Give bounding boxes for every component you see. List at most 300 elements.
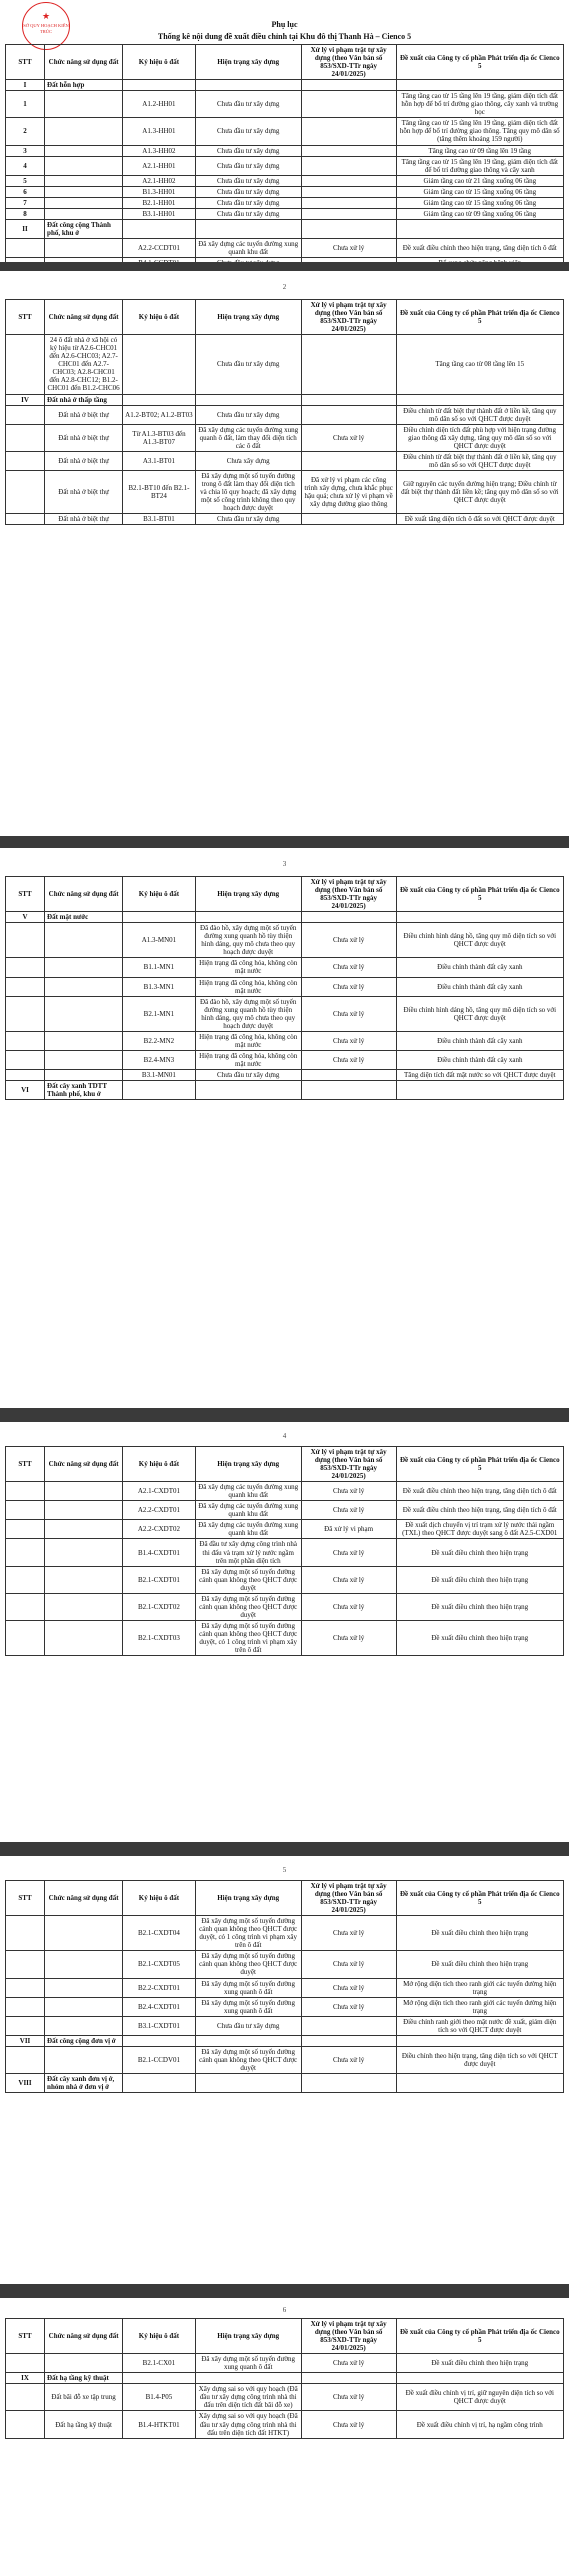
cell-violation xyxy=(301,1069,396,1080)
cell-lot-code: B3.1-BT01 xyxy=(123,514,196,525)
cell-violation: Chưa xử lý xyxy=(301,958,396,977)
cell-violation xyxy=(301,145,396,156)
cell-lot-code xyxy=(123,2073,196,2092)
cell-violation: Chưa xử lý xyxy=(301,1539,396,1566)
page-separator xyxy=(0,262,569,271)
cell-violation: Chưa xử lý xyxy=(301,1916,396,1951)
cell-status: Xây dựng sai so với quy hoạch (Đã đầu tư xây dựng công trình nhà thi đấu trên diện tích đất HTKT) xyxy=(195,2411,301,2438)
cell-status: Đã xây dựng một số tuyến đường cảnh quan không theo QHCT được duyệt, có 1 công trình vi phạm xây trên ô đất xyxy=(195,1620,301,1655)
cell-violation: Chưa xử lý xyxy=(301,2354,396,2373)
table-row xyxy=(6,2046,564,2073)
cell-function: Đất công cộng đơn vị ở xyxy=(45,2035,123,2046)
cell-status: Đã đào hồ, xây dựng một số tuyến đường xung quanh hồ tùy thiện hình dáng, quy mô chưa theo quy hoạch được duyệt xyxy=(195,923,301,958)
page-number: 4 xyxy=(282,1432,287,1440)
table-row xyxy=(6,514,564,525)
cell-violation: Chưa xử lý xyxy=(301,2384,396,2411)
cell-violation xyxy=(301,335,396,394)
column-header-violation: Xử lý vi phạm trật tự xây dựng (theo Văn bản số 853/SXD-TTr ngày 24/01/2025) xyxy=(301,300,396,335)
table-row xyxy=(6,996,564,1031)
cell-function: Đất công cộng Thành phố, khu ở xyxy=(45,219,123,238)
cell-lot-code: B2.1-HH01 xyxy=(123,197,196,208)
table-page-3 xyxy=(5,876,564,1100)
column-header-violation: Xử lý vi phạm trật tự xây dựng (theo Văn bản số 853/SXD-TTr ngày 24/01/2025) xyxy=(301,1447,396,1482)
cell-function: Đất nhà ở biệt thự xyxy=(45,470,123,513)
cell-lot-code: B2.1-CCDV01 xyxy=(123,2046,196,2073)
cell-stt xyxy=(6,1593,45,1620)
cell-violation xyxy=(301,912,396,923)
cell-stt: 5 xyxy=(6,175,45,186)
cell-stt: IX xyxy=(6,2373,45,2384)
table-header-row xyxy=(6,45,564,80)
cell-proposal: Đề xuất tăng diện tích ô đất so với QHCT được duyệt xyxy=(396,514,563,525)
cell-violation: Chưa xử lý xyxy=(301,996,396,1031)
cell-status: Đã xây dựng các tuyến đường xung quanh khu đất xyxy=(195,1520,301,1539)
cell-lot-code: B2.1-BT10 đến B2.1-BT24 xyxy=(123,470,196,513)
cell-lot-code: B1.4-CXDT01 xyxy=(123,1539,196,1566)
cell-violation xyxy=(301,394,396,405)
table-row xyxy=(6,335,564,394)
column-header-status: Hiện trạng xây dựng xyxy=(195,2319,301,2354)
cell-status xyxy=(195,80,301,91)
document-subtitle: Thống kê nội dung đề xuất điều chỉnh tại Khu đô thị Thanh Hà – Cienco 5 xyxy=(157,32,412,41)
table-row xyxy=(6,2354,564,2373)
cell-function xyxy=(45,977,123,996)
table-row xyxy=(6,1520,564,1539)
cell-proposal: Đề xuất điều chỉnh theo hiện trạng xyxy=(396,1593,563,1620)
cell-violation xyxy=(301,208,396,219)
cell-status: Đã xây dựng một số tuyến đường cảnh quan không theo QHCT được duyệt xyxy=(195,1593,301,1620)
cell-violation xyxy=(301,197,396,208)
cell-proposal xyxy=(396,394,563,405)
table-row xyxy=(6,1566,564,1593)
column-header-lot-code: Ký hiệu ô đất xyxy=(123,877,196,912)
cell-status: Chưa đầu tư xây dựng xyxy=(195,91,301,118)
cell-proposal: Đề xuất điều chỉnh vị trí, giữ nguyên diện tích so với QHCT được duyệt xyxy=(396,2384,563,2411)
cell-violation: Chưa xử lý xyxy=(301,1997,396,2016)
cell-stt: 6 xyxy=(6,186,45,197)
cell-stt xyxy=(6,2016,45,2035)
cell-lot-code: B1.3-HH01 xyxy=(123,186,196,197)
cell-function: 24 ô đất nhà ở xã hội có ký hiệu từ A2.6-CHC01 đến A2.6-CHC03; A2.7-CHC01 đến A2.7-CHC03; A2.8-CHC01 đến A2.8-CHC12; B1.2-CHC01 đến B1.2-CHC06 xyxy=(45,335,123,394)
cell-proposal xyxy=(396,80,563,91)
cell-violation: Chưa xử lý xyxy=(301,2046,396,2073)
cell-proposal: Tăng tầng cao từ 08 tầng lên 15 xyxy=(396,335,563,394)
table-row xyxy=(6,1997,564,2016)
cell-proposal xyxy=(396,2373,563,2384)
cell-lot-code: B2.1-CXDT03 xyxy=(123,1620,196,1655)
cell-stt xyxy=(6,514,45,525)
cell-stt: V xyxy=(6,912,45,923)
cell-function xyxy=(45,1566,123,1593)
cell-stt xyxy=(6,451,45,470)
table-header-row xyxy=(6,2319,564,2354)
cell-function xyxy=(45,1069,123,1080)
cell-status: Đã xây dựng một số tuyến đường xung quanh ô đất xyxy=(195,1997,301,2016)
cell-lot-code: B1.4-HTKT01 xyxy=(123,2411,196,2438)
section-row xyxy=(6,1081,564,1100)
cell-status: Đã xây dựng các tuyến đường xung quanh khu đất xyxy=(195,1482,301,1501)
cell-status: Chưa đầu tư xây dựng xyxy=(195,186,301,197)
cell-stt xyxy=(6,2384,45,2411)
cell-proposal: Điều chỉnh thành đất cây xanh xyxy=(396,977,563,996)
cell-lot-code xyxy=(123,80,196,91)
column-header-stt: STT xyxy=(6,45,45,80)
cell-proposal: Tăng tầng cao từ 15 tầng lên 19 tầng, giảm diện tích đất hỗn hợp để bổ trí đường giao thông, cây xanh và trường học xyxy=(396,91,563,118)
column-header-lot-code: Ký hiệu ô đất xyxy=(123,300,196,335)
cell-proposal: Giảm tầng cao từ 15 tầng xuống 06 tầng xyxy=(396,186,563,197)
cell-status: Chưa đầu tư xây dựng xyxy=(195,1069,301,1080)
cell-stt: 7 xyxy=(6,197,45,208)
cell-function xyxy=(45,958,123,977)
cell-proposal: Điều chỉnh hình dáng hồ, tăng quy mô diện tích so với QHCT được duyệt xyxy=(396,923,563,958)
table-row xyxy=(6,2411,564,2438)
cell-function: Đất mặt nước xyxy=(45,912,123,923)
cell-lot-code: B2.4-CXDT01 xyxy=(123,1997,196,2016)
table-page-6 xyxy=(5,2318,564,2439)
cell-function xyxy=(45,1482,123,1501)
section-row xyxy=(6,2373,564,2384)
column-header-proposal: Đề xuất của Công ty cổ phần Phát triển địa ốc Cienco 5 xyxy=(396,1447,563,1482)
cell-status: Hiện trạng đã công hóa, không còn mặt nước xyxy=(195,977,301,996)
table-row xyxy=(6,1069,564,1080)
cell-stt: IV xyxy=(6,394,45,405)
cell-lot-code: B2.1-CX01 xyxy=(123,2354,196,2373)
cell-lot-code: A2.2-CXDT02 xyxy=(123,1520,196,1539)
cell-lot-code: B2.2-MN2 xyxy=(123,1031,196,1050)
column-header-stt: STT xyxy=(6,1447,45,1482)
cell-status: Chưa đầu tư xây dựng xyxy=(195,405,301,424)
table-row xyxy=(6,118,564,145)
cell-violation: Đã xử lý vi phạm các công trình xây dựng, chưa khắc phục hậu quả; chưa xử lý vi phạm về xây dựng đường giao thông xyxy=(301,470,396,513)
table-row xyxy=(6,175,564,186)
cell-status xyxy=(195,912,301,923)
cell-status xyxy=(195,219,301,238)
column-header-status: Hiện trạng xây dựng xyxy=(195,1447,301,1482)
cell-proposal: Đề xuất điều chỉnh theo hiện trạng xyxy=(396,1916,563,1951)
column-header-lot-code: Ký hiệu ô đất xyxy=(123,1881,196,1916)
cell-lot-code: B1.4-P05 xyxy=(123,2384,196,2411)
cell-function: Đất hạ tầng kỹ thuật xyxy=(45,2411,123,2438)
cell-lot-code: B2.1-CXDT01 xyxy=(123,1566,196,1593)
cell-status: Đã xây dựng các tuyến đường xung quanh khu đất xyxy=(195,1501,301,1520)
cell-proposal: Điều chỉnh diện tích đất phù hợp với hiện trạng đường giao thông đã xây dựng, tăng quy mô dân số so với QHCT được duyệt xyxy=(396,424,563,451)
cell-function xyxy=(45,2354,123,2373)
cell-violation xyxy=(301,2073,396,2092)
cell-function: Đất nhà ở biệt thự xyxy=(45,451,123,470)
cell-stt: I xyxy=(6,80,45,91)
section-row xyxy=(6,2073,564,2092)
table-row xyxy=(6,451,564,470)
cell-proposal xyxy=(396,219,563,238)
cell-lot-code: B2.2-CXDT01 xyxy=(123,1978,196,1997)
cell-function xyxy=(45,238,123,257)
cell-proposal xyxy=(396,2035,563,2046)
table-row xyxy=(6,977,564,996)
cell-function xyxy=(45,1978,123,1997)
column-header-status: Hiện trạng xây dựng xyxy=(195,300,301,335)
cell-status: Chưa đầu tư xây dựng xyxy=(195,2016,301,2035)
seal-text: SỞ QUY HOẠCH KIẾN TRÚC xyxy=(23,22,69,34)
cell-status: Chưa đầu tư xây dựng xyxy=(195,514,301,525)
cell-stt: 4 xyxy=(6,156,45,175)
page-separator xyxy=(0,836,569,848)
cell-stt xyxy=(6,1031,45,1050)
cell-function xyxy=(45,1050,123,1069)
cell-proposal: Đề xuất điều chỉnh theo hiện trạng xyxy=(396,1566,563,1593)
cell-function xyxy=(45,91,123,118)
cell-status: Chưa đầu tư xây dựng xyxy=(195,208,301,219)
cell-stt xyxy=(6,424,45,451)
cell-status: Hiện trạng đã công hóa, không còn mặt nước xyxy=(195,1050,301,1069)
cell-stt xyxy=(6,1069,45,1080)
column-header-function: Chức năng sử dụng đất xyxy=(45,877,123,912)
cell-function xyxy=(45,1593,123,1620)
page-4 xyxy=(0,1422,569,1842)
cell-violation xyxy=(301,91,396,118)
cell-stt xyxy=(6,1997,45,2016)
cell-lot-code: A2.1-CXDT01 xyxy=(123,1482,196,1501)
cell-status: Đã đào hồ, xây dựng một số tuyến đường xung quanh hồ tùy thiện hình dáng, quy mô chưa theo quy hoạch được duyệt xyxy=(195,996,301,1031)
cell-proposal: Điều chỉnh từ đất biệt thự thành đất ở liền kề, tăng quy mô dân số so với QHCT được duyệt xyxy=(396,405,563,424)
cell-lot-code: A2.2-CXDT01 xyxy=(123,1501,196,1520)
cell-lot-code: B3.1-CXDT01 xyxy=(123,2016,196,2035)
column-header-violation: Xử lý vi phạm trật tự xây dựng (theo Văn bản số 853/SXD-TTr ngày 24/01/2025) xyxy=(301,2319,396,2354)
cell-status: Đã xây dựng các tuyến đường xung quanh khu đất xyxy=(195,238,301,257)
column-header-lot-code: Ký hiệu ô đất xyxy=(123,2319,196,2354)
cell-violation xyxy=(301,2035,396,2046)
cell-stt: 2 xyxy=(6,118,45,145)
cell-proposal: Tăng tầng cao từ 15 tầng lên 19 tầng, giảm diện tích đất hỗn hợp để bổ trí đường giao thông. Tăng quy mô dân số (tăng thêm khoảng 159 người) xyxy=(396,118,563,145)
cell-proposal xyxy=(396,1081,563,1100)
table-row xyxy=(6,923,564,958)
column-header-status: Hiện trạng xây dựng xyxy=(195,1881,301,1916)
cell-violation xyxy=(301,405,396,424)
cell-violation: Chưa xử lý xyxy=(301,1482,396,1501)
cell-stt xyxy=(6,1482,45,1501)
table-row xyxy=(6,186,564,197)
cell-function xyxy=(45,118,123,145)
cell-proposal: Giữ nguyên các tuyến đường hiện trạng; Điều chỉnh từ đất biệt thự thành đất liền kề; tăng quy mô dân số so với QHCT được duyệt xyxy=(396,470,563,513)
cell-proposal: Điều chỉnh thành đất cây xanh xyxy=(396,958,563,977)
cell-proposal: Điều chỉnh thành đất cây xanh xyxy=(396,1031,563,1050)
cell-proposal: Đề xuất điều chỉnh theo hiện trạng xyxy=(396,1951,563,1978)
cell-stt: VIII xyxy=(6,2073,45,2092)
cell-stt xyxy=(6,2046,45,2073)
cell-lot-code: B1.1-MN1 xyxy=(123,958,196,977)
cell-lot-code: B2.1-MN1 xyxy=(123,996,196,1031)
cell-proposal: Giảm tầng cao từ 21 tầng xuống 06 tầng xyxy=(396,175,563,186)
table-page-5 xyxy=(5,1880,564,2093)
cell-proposal: Mở rộng diện tích theo ranh giới các tuyến đường hiện trạng xyxy=(396,1978,563,1997)
cell-proposal xyxy=(396,912,563,923)
cell-function xyxy=(45,175,123,186)
cell-lot-code: A3.1-BT01 xyxy=(123,451,196,470)
cell-violation xyxy=(301,2016,396,2035)
cell-function xyxy=(45,1031,123,1050)
cell-function xyxy=(45,208,123,219)
column-header-proposal: Đề xuất của Công ty cổ phần Phát triển địa ốc Cienco 5 xyxy=(396,2319,563,2354)
cell-function xyxy=(45,2046,123,2073)
column-header-stt: STT xyxy=(6,2319,45,2354)
cell-violation xyxy=(301,514,396,525)
table-row xyxy=(6,197,564,208)
document-title: Phụ lục xyxy=(271,20,298,29)
cell-proposal: Tăng tầng cao từ 09 tầng lên 19 tầng xyxy=(396,145,563,156)
cell-function: Đất cây xanh đơn vị ở, nhóm nhà ở đơn vị ở xyxy=(45,2073,123,2092)
table-row xyxy=(6,405,564,424)
cell-function xyxy=(45,1997,123,2016)
cell-lot-code xyxy=(123,1081,196,1100)
cell-violation: Chưa xử lý xyxy=(301,238,396,257)
table-row xyxy=(6,91,564,118)
cell-lot-code: B2.1-CXDT04 xyxy=(123,1916,196,1951)
cell-stt: 1 xyxy=(6,91,45,118)
cell-violation xyxy=(301,118,396,145)
table-row xyxy=(6,1620,564,1655)
cell-proposal: Đề xuất dịch chuyển vị trí trạm xử lý nước thải ngầm (TXL) theo QHCT được duyệt sang ô đất A2.5-CXD01 xyxy=(396,1520,563,1539)
cell-violation: Chưa xử lý xyxy=(301,1951,396,1978)
cell-lot-code: A2.2-CCDT01 xyxy=(123,238,196,257)
cell-stt xyxy=(6,977,45,996)
page-1 xyxy=(0,0,569,262)
cell-lot-code: B2.1-CXDT02 xyxy=(123,1593,196,1620)
cell-function: Đất cây xanh TDTT Thành phố, khu ở xyxy=(45,1081,123,1100)
cell-function xyxy=(45,1539,123,1566)
column-header-violation: Xử lý vi phạm trật tự xây dựng (theo Văn bản số 853/SXD-TTr ngày 24/01/2025) xyxy=(301,1881,396,1916)
cell-function: Đất nhà ở biệt thự xyxy=(45,514,123,525)
table-header-row xyxy=(6,1447,564,1482)
cell-violation: Đã xử lý vi phạm xyxy=(301,1520,396,1539)
cell-lot-code: A2.1-HH02 xyxy=(123,175,196,186)
cell-proposal: Đề xuất điều chỉnh theo hiện trạng, tăng diện tích ô đất xyxy=(396,238,563,257)
table-row xyxy=(6,1539,564,1566)
cell-function xyxy=(45,1951,123,1978)
cell-function: Đất nhà ở biệt thự xyxy=(45,424,123,451)
cell-stt xyxy=(6,1951,45,1978)
cell-function xyxy=(45,1501,123,1520)
cell-status: Chưa đầu tư xây dựng xyxy=(195,145,301,156)
cell-proposal: Đề xuất điều chỉnh theo hiện trạng xyxy=(396,2354,563,2373)
cell-proposal: Điều chỉnh từ đất biệt thự thành đất ở liền kề, tăng quy mô dân số so với QHCT được duyệt xyxy=(396,451,563,470)
page-number: 3 xyxy=(282,860,287,868)
cell-lot-code: A1.2-BT02; A1.2-BT03 xyxy=(123,405,196,424)
cell-status: Xây dựng sai so với quy hoạch (Đã đầu tư xây dựng công trình nhà thi đấu trên diện tích đất bãi đỗ xe) xyxy=(195,2384,301,2411)
cell-status: Hiện trạng đã công hóa, không còn mặt nước xyxy=(195,1031,301,1050)
cell-proposal: Điều chỉnh hình dáng hồ, tăng quy mô diện tích so với QHCT được duyệt xyxy=(396,996,563,1031)
cell-lot-code: Từ A1.3-BT03 đến A1.3-BT07 xyxy=(123,424,196,451)
cell-function xyxy=(45,996,123,1031)
cell-proposal: Mở rộng diện tích theo ranh giới các tuyến đường hiện trạng xyxy=(396,1997,563,2016)
cell-lot-code: B2.4-MN3 xyxy=(123,1050,196,1069)
cell-lot-code xyxy=(123,2373,196,2384)
table-page-2 xyxy=(5,299,564,525)
cell-proposal: Điều chỉnh thành đất cây xanh xyxy=(396,1050,563,1069)
column-header-proposal: Đề xuất của Công ty cổ phần Phát triển địa ốc Cienco 5 xyxy=(396,1881,563,1916)
cell-status: Đã xây dựng một số tuyến đường trong ô đất làm thay đổi diện tích và chia lô quy hoạch; đã xây dựng một số công trình không theo quy hoạch được duyệt xyxy=(195,470,301,513)
column-header-lot-code: Ký hiệu ô đất xyxy=(123,45,196,80)
cell-status xyxy=(195,394,301,405)
table-page-1 xyxy=(5,44,564,280)
cell-lot-code: A1.2-HH01 xyxy=(123,91,196,118)
cell-status: Đã xây dựng một số tuyến đường xung quanh ô đất xyxy=(195,1978,301,1997)
column-header-proposal: Đề xuất của Công ty cổ phần Phát triển địa ốc Cienco 5 xyxy=(396,45,563,80)
cell-function: Đất hỗn hợp xyxy=(45,80,123,91)
cell-status: Chưa đầu tư xây dựng xyxy=(195,118,301,145)
cell-stt xyxy=(6,2354,45,2373)
cell-function: Đất nhà ở thấp tầng xyxy=(45,394,123,405)
cell-status: Chưa đầu tư xây dựng xyxy=(195,156,301,175)
cell-proposal: Đề xuất điều chỉnh theo hiện trạng, tăng diện tích ô đất xyxy=(396,1501,563,1520)
cell-function xyxy=(45,186,123,197)
cell-status xyxy=(195,2035,301,2046)
cell-status: Đã xây dựng một số tuyến đường cảnh quan không theo QHCT được duyệt xyxy=(195,2046,301,2073)
table-row xyxy=(6,470,564,513)
cell-violation: Chưa xử lý xyxy=(301,1031,396,1050)
cell-status xyxy=(195,2373,301,2384)
cell-lot-code: A1.3-HH02 xyxy=(123,145,196,156)
section-row xyxy=(6,2035,564,2046)
cell-function: Đất hạ tầng kỹ thuật xyxy=(45,2373,123,2384)
cell-proposal: Đề xuất điều chỉnh theo hiện trạng xyxy=(396,1620,563,1655)
column-header-violation: Xử lý vi phạm trật tự xây dựng (theo Văn bản số 853/SXD-TTr ngày 24/01/2025) xyxy=(301,877,396,912)
section-row xyxy=(6,80,564,91)
cell-stt xyxy=(6,923,45,958)
cell-stt xyxy=(6,1566,45,1593)
cell-lot-code: A1.3-HH01 xyxy=(123,118,196,145)
cell-proposal: Đề xuất điều chỉnh theo hiện trạng, tăng diện tích ô đất xyxy=(396,1482,563,1501)
page-separator xyxy=(0,1408,569,1422)
cell-proposal: Giảm tầng cao từ 15 tầng xuống 06 tầng xyxy=(396,197,563,208)
page-separator xyxy=(0,1842,569,1856)
cell-violation: Chưa xử lý xyxy=(301,1978,396,1997)
cell-stt: VII xyxy=(6,2035,45,2046)
cell-stt xyxy=(6,1916,45,1951)
table-row xyxy=(6,2016,564,2035)
column-header-function: Chức năng sử dụng đất xyxy=(45,300,123,335)
cell-function xyxy=(45,923,123,958)
cell-status: Đã xây dựng một số tuyến đường cảnh quan không theo QHCT được duyệt xyxy=(195,1951,301,1978)
cell-stt: 3 xyxy=(6,145,45,156)
column-header-violation: Xử lý vi phạm trật tự xây dựng (theo Văn bản số 853/SXD-TTr ngày 24/01/2025) xyxy=(301,45,396,80)
cell-status: Đã xây dựng một số tuyến đường cảnh quan không theo QHCT được duyệt, có 1 công trình vi phạm xây trên ô đất xyxy=(195,1916,301,1951)
cell-lot-code xyxy=(123,912,196,923)
cell-violation: Chưa xử lý xyxy=(301,2411,396,2438)
cell-stt xyxy=(6,1501,45,1520)
cell-lot-code: A2.1-HH01 xyxy=(123,156,196,175)
cell-lot-code: B1.3-MN1 xyxy=(123,977,196,996)
cell-function xyxy=(45,1620,123,1655)
cell-violation xyxy=(301,80,396,91)
table-row xyxy=(6,1050,564,1069)
cell-function: Đất nhà ở biệt thự xyxy=(45,405,123,424)
column-header-function: Chức năng sử dụng đất xyxy=(45,1447,123,1482)
column-header-lot-code: Ký hiệu ô đất xyxy=(123,1447,196,1482)
table-header-row xyxy=(6,877,564,912)
cell-lot-code: B3.1-MN01 xyxy=(123,1069,196,1080)
cell-function xyxy=(45,1520,123,1539)
table-row xyxy=(6,156,564,175)
cell-violation xyxy=(301,186,396,197)
cell-status: Chưa đầu tư xây dựng xyxy=(195,175,301,186)
cell-stt xyxy=(6,996,45,1031)
cell-stt xyxy=(6,238,45,257)
cell-violation: Chưa xử lý xyxy=(301,424,396,451)
cell-lot-code: B2.1-CXDT05 xyxy=(123,1951,196,1978)
cell-status: Chưa xây dựng xyxy=(195,451,301,470)
column-header-stt: STT xyxy=(6,1881,45,1916)
column-header-status: Hiện trạng xây dựng xyxy=(195,45,301,80)
cell-violation xyxy=(301,451,396,470)
